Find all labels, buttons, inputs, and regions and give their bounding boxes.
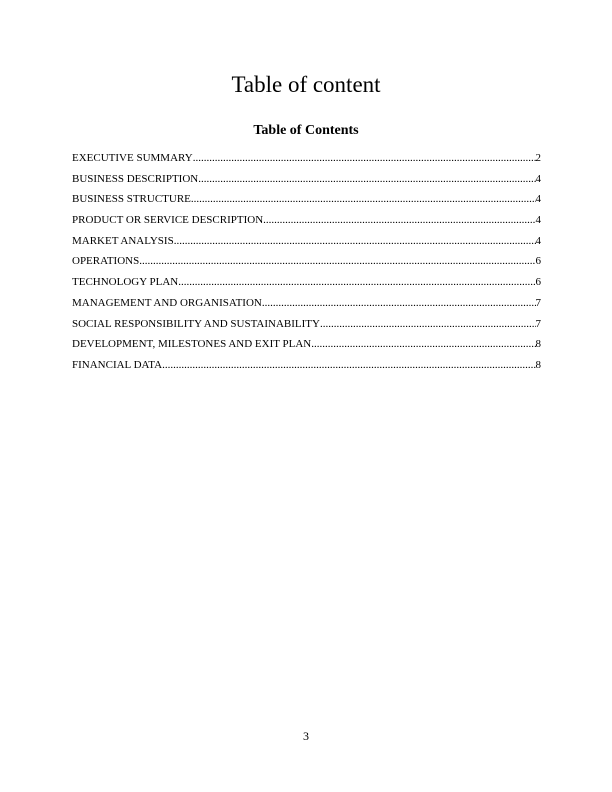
toc-entry-page: 8 <box>535 358 541 371</box>
toc-entry-product-description[interactable] <box>72 213 541 234</box>
toc-dot-leader <box>191 192 536 206</box>
toc-entry-financial-data[interactable] <box>72 358 541 379</box>
toc-entry-page: 7 <box>535 296 541 309</box>
toc-entry-title: BUSINESS STRUCTURE <box>72 193 191 206</box>
toc-entry-operations[interactable] <box>72 254 541 275</box>
toc-entry-page: 4 <box>535 193 541 206</box>
toc-entry-executive-summary[interactable] <box>72 151 541 172</box>
toc-entry-page: 7 <box>535 317 541 330</box>
toc-dot-leader <box>193 151 536 165</box>
toc-dot-leader <box>263 213 535 227</box>
toc-entry-page: 4 <box>535 214 541 227</box>
toc-entry-page: 8 <box>535 338 541 351</box>
toc-entry-title: FINANCIAL DATA <box>72 358 163 371</box>
toc-entry-title: SOCIAL RESPONSIBILITY AND SUSTAINABILITY <box>72 317 320 330</box>
toc-entry-title: DEVELOPMENT, MILESTONES AND EXIT PLAN <box>72 338 312 351</box>
toc-dot-leader <box>198 172 535 186</box>
toc-entry-social-responsibility[interactable] <box>72 317 541 338</box>
toc-entry-business-description[interactable] <box>72 172 541 193</box>
toc-entry-title: EXECUTIVE SUMMARY <box>72 152 193 164</box>
toc-entry-page: 6 <box>535 255 541 268</box>
toc-dot-leader <box>139 254 535 268</box>
toc-title: Table of Contents <box>253 123 359 138</box>
table-of-contents <box>72 151 541 379</box>
toc-entry-page: 4 <box>535 234 541 247</box>
toc-entry-development-milestones[interactable] <box>72 337 541 358</box>
toc-entry-title: MANAGEMENT AND ORGANISATION <box>72 296 262 309</box>
page-number: 3 <box>303 729 309 743</box>
toc-entry-business-structure[interactable] <box>72 192 541 213</box>
toc-entry-management-organisation[interactable] <box>72 296 541 317</box>
toc-entry-technology-plan[interactable] <box>72 275 541 296</box>
toc-entry-title: OPERATIONS <box>72 255 140 268</box>
toc-dot-leader <box>320 317 536 331</box>
toc-dot-leader <box>162 358 535 372</box>
toc-entry-title: BUSINESS DESCRIPTION <box>72 172 199 185</box>
toc-entry-title: TECHNOLOGY PLAN <box>72 276 179 289</box>
toc-entry-page: 4 <box>535 172 541 185</box>
toc-entry-title: MARKET ANALYSIS <box>72 234 174 247</box>
toc-entry-page: 6 <box>535 276 541 289</box>
toc-dot-leader <box>174 234 536 248</box>
toc-dot-leader <box>178 275 535 289</box>
toc-entry-title: PRODUCT OR SERVICE DESCRIPTION <box>72 214 264 227</box>
toc-dot-leader <box>311 337 535 351</box>
toc-entry-page: 2 <box>535 152 541 164</box>
page-heading: Table of content <box>231 72 381 97</box>
toc-dot-leader <box>262 296 536 310</box>
toc-entry-market-analysis[interactable] <box>72 234 541 255</box>
